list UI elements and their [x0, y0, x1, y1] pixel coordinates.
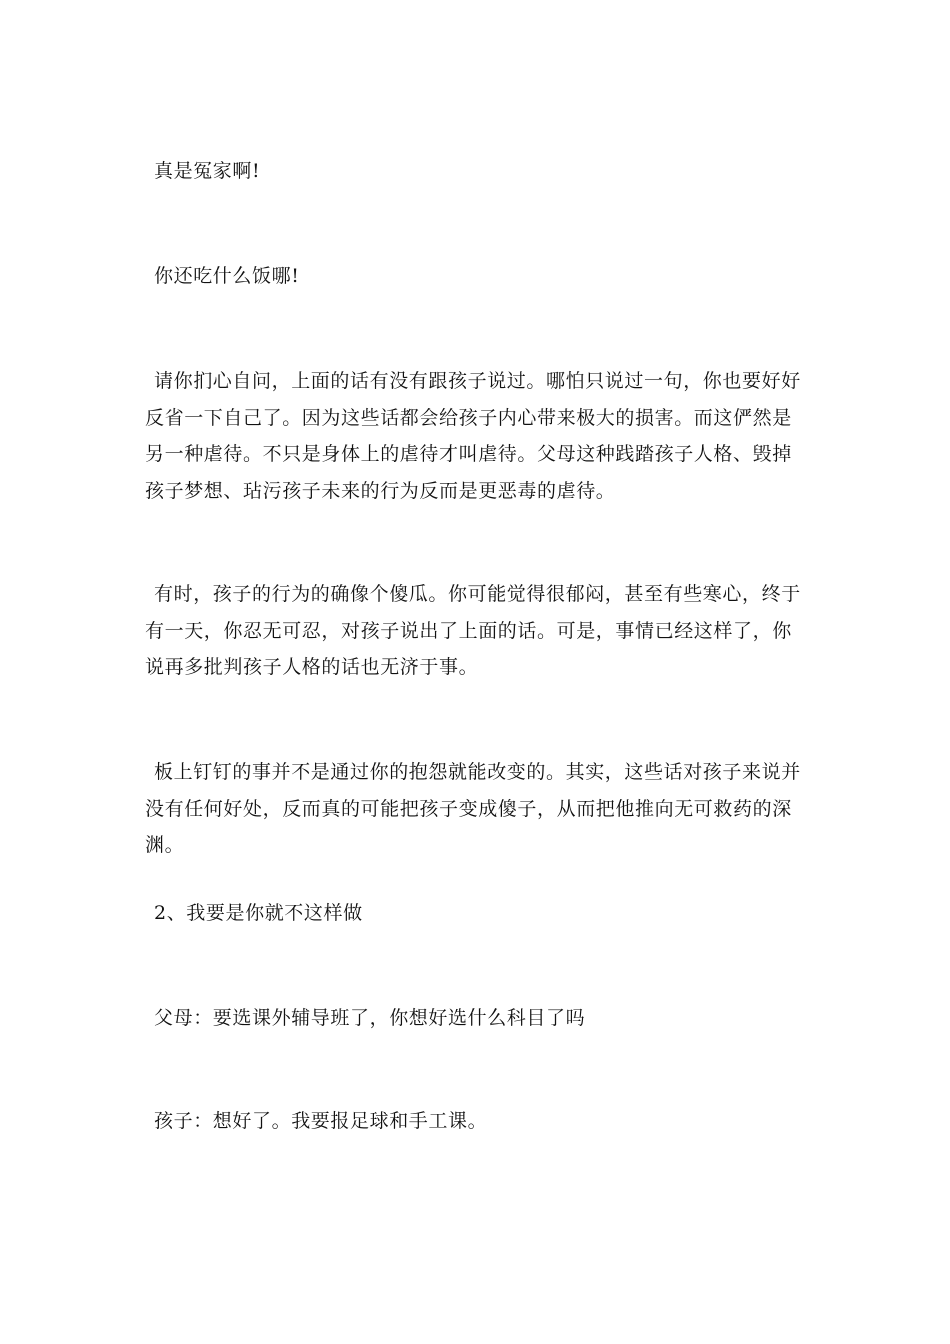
paragraph-complaint: 板上钉钉的事并不是通过你的抱怨就能改变的。其实，这些话对孩子来说并没有任何好处，反而真的可能把孩子变成傻子，从而把他推向无可救药的深渊。	[145, 761, 801, 856]
section-heading: 2、我要是你就不这样做	[154, 902, 363, 924]
paragraph-exclamation-2: 你还吃什么饭哪!	[154, 265, 300, 287]
paragraph-exclamation-1: 真是冤家啊!	[154, 160, 261, 182]
dialogue-child: 孩子：想好了。我要报足球和手工课。	[154, 1110, 488, 1132]
dialogue-parent: 父母：要选课外辅导班了，你想好选什么科目了吗	[154, 1007, 586, 1029]
paragraph-self-reflection: 请你扪心自问，上面的话有没有跟孩子说过。哪怕只说过一句，你也要好好反省一下自己了。因为这些话都会给孩子内心带来极大的损害。而这俨然是另一种虐待。不只是身体上的虐待才叫虐待。父母这种践踏孩子人格、毁掉孩子梦想、玷污孩子未来的行为反而是更恶毒的虐待。	[145, 370, 801, 502]
paragraph-child-behavior: 有时，孩子的行为的确像个傻瓜。你可能觉得很郁闷，甚至有些寒心，终于有一天，你忍无可忍，对孩子说出了上面的话。可是，事情已经这样了，你说再多批判孩子人格的话也无济于事。	[145, 583, 801, 678]
